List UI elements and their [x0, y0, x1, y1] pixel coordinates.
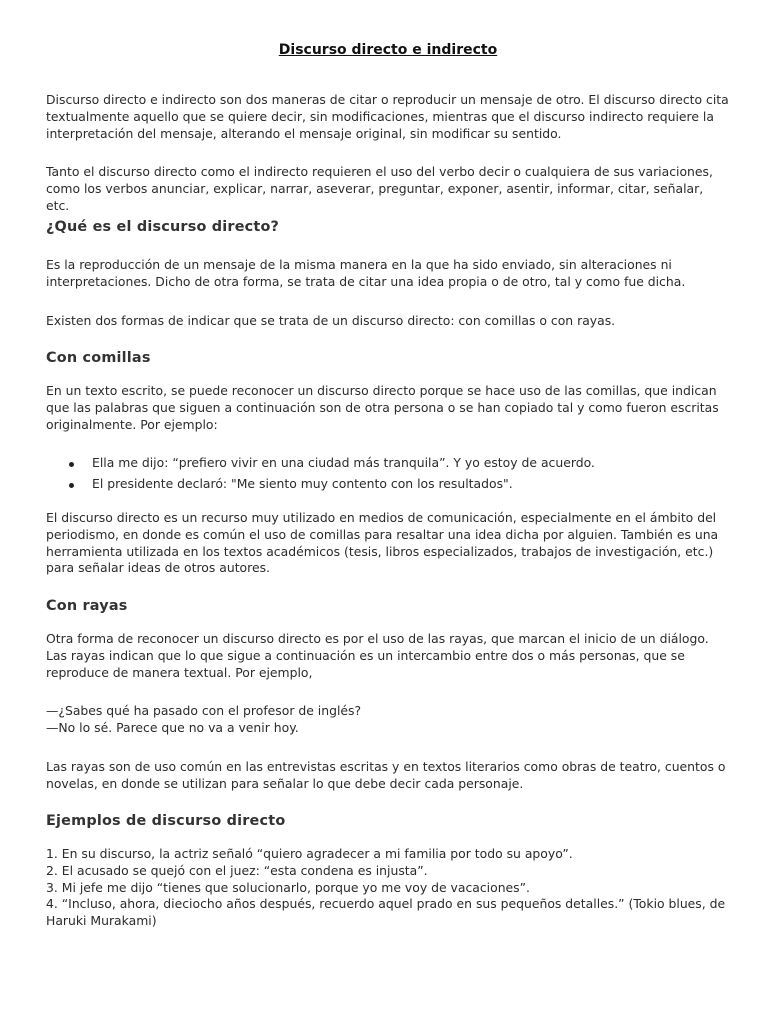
comillas-paragraph-2: El discurso directo es un recurso muy utilizado en medios de comunicación, especialmente en el ámbito del periodismo, en donde es común el uso de comillas para resaltar una idea dicha por alguien. También es una herramienta utilizada en los textos académicos (tesis, libros especializados, trabajos de investigación, etc.) para señalar ideas de otros autores.	[46, 510, 719, 576]
bullet-icon	[69, 462, 74, 467]
list-item: 1. En su discurso, la actriz señaló “quiero agradecer a mi familia por todo su apoyo”.	[46, 846, 573, 861]
dialogue-line: —¿Sabes qué ha pasado con el profesor de inglés?	[46, 703, 362, 718]
heading-con-rayas: Con rayas	[46, 598, 128, 614]
document-title: Discurso directo e indirecto	[278, 42, 498, 58]
comillas-paragraph-1: En un texto escrito, se puede reconocer un discurso directo porque se hace uso de las comillas, que indican que las palabras que siguen a continuación son de otra persona o se han copiado tal y como fueron escritas originalmente. Por ejemplo:	[46, 383, 719, 432]
list-item	[46, 476, 730, 493]
bullet-icon	[69, 483, 74, 488]
list-item-text: Ella me dijo: “prefiero vivir en una ciudad más tranquila”. Y yo estoy de acuerdo.	[92, 455, 595, 470]
comillas-examples-list	[46, 455, 730, 497]
heading-con-comillas: Con comillas	[46, 350, 151, 366]
intro-paragraph-2: Tanto el discurso directo como el indirecto requieren el uso del verbo decir o cualquiera de sus variaciones, como los verbos anunciar, explicar, narrar, aseverar, preguntar, exponer, asentir, informar, citar, señalar, etc.	[46, 164, 713, 213]
list-item: 4. “Incluso, ahora, dieciocho años después, recuerdo aquel prado en sus pequeños detalles.” (Tokio blues, de Haruki Murakami)	[46, 896, 726, 929]
ejemplos-list	[46, 846, 730, 930]
list-item: 2. El acusado se quejó con el juez: “esta condena es injusta”.	[46, 862, 428, 878]
list-item	[46, 455, 730, 472]
heading-que-es: ¿Qué es el discurso directo?	[46, 219, 280, 235]
que-es-paragraph-1: Es la reproducción de un mensaje de la misma manera en la que ha sido enviado, sin alteraciones ni interpretaciones. Dicho de otra forma, se trata de citar una idea propia o de otro, tal y como fue dicha.	[46, 257, 686, 289]
rayas-paragraph-2: Las rayas son de uso común en las entrevistas escritas y en textos literarios como obras de teatro, cuentos o novelas, en donde se utilizan para señalar lo que debe decir cada personaje.	[46, 759, 726, 791]
rayas-paragraph-1: Otra forma de reconocer un discurso directo es por el uso de las rayas, que marcan el inicio de un diálogo. Las rayas indican que lo que sigue a continuación es un intercambio entre dos o más personas, que se reproduce de manera textual. Por ejemplo,	[46, 631, 709, 680]
dialogue-line: —No lo sé. Parece que no va a venir hoy.	[46, 719, 299, 735]
list-item: 3. Mi jefe me dijo “tienes que solucionarlo, porque yo me voy de vacaciones”.	[46, 879, 530, 895]
list-item-text: El presidente declaró: "Me siento muy contento con los resultados".	[92, 475, 513, 491]
que-es-paragraph-2: Existen dos formas de indicar que se trata de un discurso directo: con comillas o con rayas.	[46, 313, 616, 328]
heading-ejemplos: Ejemplos de discurso directo	[46, 813, 286, 829]
rayas-dialogue	[46, 703, 730, 737]
intro-paragraph-1: Discurso directo e indirecto son dos maneras de citar o reproducir un mensaje de otro. El discurso directo cita textualmente aquello que se quiere decir, sin modificaciones, mientras que el discurso indirecto requiere la interpretación del mensaje, alterando el mensaje original, sin modificar su sentido.	[46, 92, 729, 141]
